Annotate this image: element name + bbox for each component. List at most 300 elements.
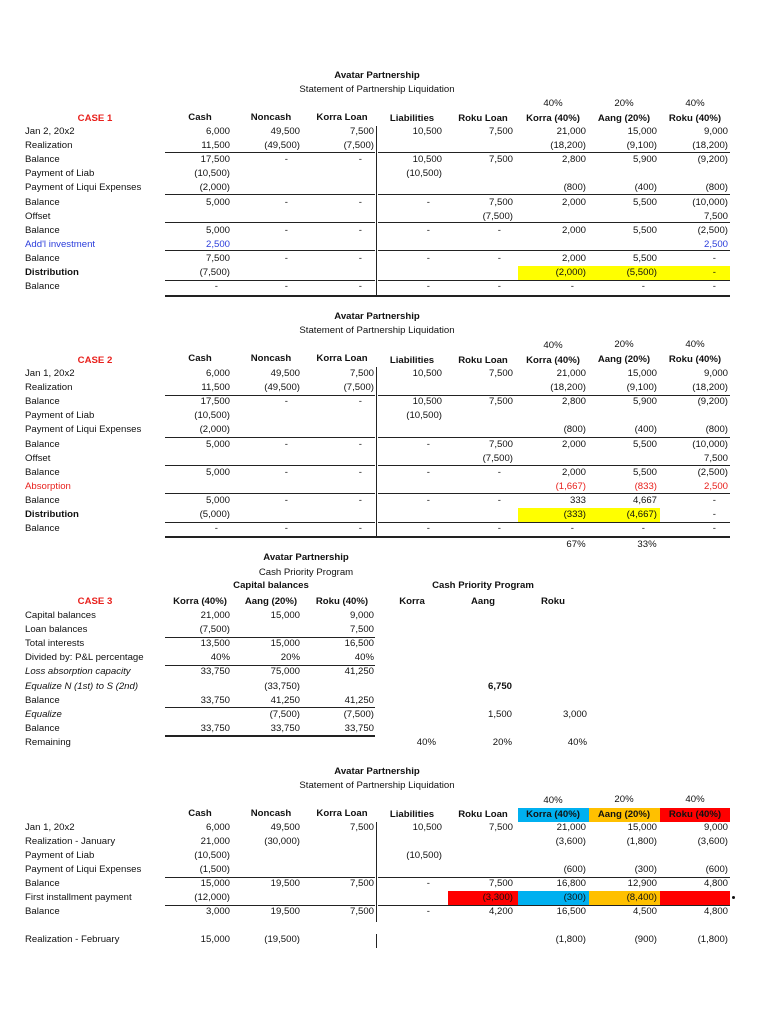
s2-divider [376,367,377,537]
table-cell: 17,500 [200,154,230,166]
table-cell: (7,500) [269,708,300,720]
cpp-cell: 3,000 [562,708,587,720]
table-cell: (2,500) [697,466,728,478]
table-cell: - [641,281,645,293]
table-cell: 21,000 [556,368,586,379]
table-cell: 7,500 [488,396,513,408]
table-cell: (800) [563,182,586,194]
row-label: Offset [25,452,51,464]
table-cell: - [497,252,501,264]
table-cell: (1,500) [199,864,230,875]
table-cell: - [284,438,288,450]
table-cell: 15,000 [627,126,657,137]
table-cell: 12,900 [627,878,657,889]
row-label: Absorption [25,480,71,492]
table-cell: (3,300) [482,892,513,903]
s1-title: Avatar Partnership [334,70,420,81]
table-cell: - [497,523,501,535]
table-cell: 5,000 [205,196,230,208]
s4-pct-aang: 20% [614,794,634,805]
s4-roku-payment-highlight [660,891,730,905]
table-cell: (30,000) [264,836,300,847]
table-cell: (7,500) [199,624,230,636]
s1-hdr-liabilities: Liabilities [389,113,435,124]
table-cell: 33,750 [270,722,300,734]
row-label: Equalize N (1st) to S (2nd) [25,680,139,692]
table-cell: - [358,154,362,166]
row-label: Jan 2, 20x2 [25,126,75,137]
table-cell: (7,500) [343,382,374,394]
table-cell: 5,500 [632,466,657,478]
table-cell: 4,500 [632,906,657,917]
table-cell: 7,500 [349,878,374,889]
s3-cpp-col-aang: Aang [471,596,495,607]
table-cell: 7,500 [349,822,374,833]
s1-divider [376,126,377,296]
table-cell: 4,200 [488,906,513,917]
table-cell: 9,000 [703,368,728,379]
s2-case-label: CASE 2 [77,355,113,366]
table-cell: - [284,396,288,408]
table-cell: 7,500 [349,368,374,379]
table-cell: 40% [210,652,230,664]
table-cell: (10,500) [194,850,230,861]
table-cell: - [712,523,716,535]
table-cell: 21,000 [556,126,586,137]
row-label: Realization [25,382,73,394]
row-label: Jan 1, 20x2 [25,368,75,379]
table-cell: (800) [563,424,586,436]
row-label: Payment of Liqui Expenses [25,182,142,194]
table-cell: (7,500) [343,140,374,152]
table-cell: (10,500) [406,850,442,861]
row-label: Payment of Liab [25,410,95,422]
s1-pct-roku: 40% [685,98,705,109]
table-cell: - [358,523,362,535]
table-cell: 2,000 [561,196,586,208]
table-cell: (12,000) [194,892,230,903]
table-cell: 15,000 [200,934,230,945]
table-cell: (2,000) [199,182,230,194]
s2-hdr-liabilities: Liabilities [389,355,435,366]
table-cell: - [712,281,716,293]
table-cell: 40% [354,652,374,664]
table-cell: 16,800 [556,878,586,889]
table-cell: 10,500 [412,368,442,379]
table-cell: 20% [280,652,300,664]
table-cell: - [358,281,362,293]
table-cell: (18,200) [550,382,586,394]
s4-hdr-cash: Cash [188,808,212,819]
s3-hdr-korra: Korra (40%) [173,596,227,607]
table-cell: - [358,196,362,208]
cpp-cell: 40% [416,736,436,748]
table-cell: (400) [634,424,657,436]
table-cell: (9,100) [626,140,657,152]
s4-divider [376,822,377,922]
s3-title: Avatar Partnership [263,552,349,563]
cpp-cell: 20% [492,736,512,748]
table-cell: (19,500) [264,934,300,945]
table-cell: - [284,281,288,293]
row-label: Capital balances [25,610,96,621]
table-cell: 49,500 [270,822,300,833]
table-cell: - [284,252,288,264]
table-cell: - [358,224,362,236]
table-cell: (1,667) [555,480,586,492]
row-label: Balance [25,281,60,293]
table-cell: - [426,494,430,506]
s2-hdr-korra-loan: Korra Loan [316,353,368,364]
table-cell: (1,800) [697,934,728,945]
table-cell: 6,000 [205,822,230,833]
table-cell: 2,800 [561,396,586,408]
table-cell: (18,200) [692,382,728,394]
s1-hdr-korra: Korra (40%) [526,113,580,124]
table-cell: 11,500 [201,140,230,152]
table-cell: 49,500 [270,368,300,379]
s1-hdr-aang: Aang (20%) [597,113,651,124]
table-cell: - [358,438,362,450]
s2-pct-korra: 40% [543,340,563,351]
row-label: Realization - January [25,836,116,847]
table-cell: (333) [563,509,586,520]
table-cell: 7,500 [488,126,513,137]
s4-hdr-roku: Roku (40%) [668,809,722,820]
row-label: Payment of Liab [25,850,95,861]
table-cell: 13,500 [200,638,230,650]
table-cell: 2,500 [205,238,230,250]
table-cell: - [426,281,430,293]
cpp-cell: 40% [567,736,587,748]
s4-pct-roku: 40% [685,794,705,805]
table-cell: (5,500) [626,267,657,278]
table-cell: (400) [634,182,657,194]
table-cell: - [497,281,501,293]
table-cell: 9,000 [349,610,374,621]
s1-pct-aang: 20% [614,98,634,109]
s3-cpp-col-korra: Korra [399,596,425,607]
table-cell: (3,600) [697,836,728,847]
table-cell: 33,750 [200,722,230,734]
cpp-cell: 1,500 [487,708,512,720]
row-label: Loss absorption capacity [25,666,131,678]
table-cell: - [497,494,501,506]
table-cell: - [426,466,430,478]
table-cell: 5,900 [632,154,657,166]
s1-distribution-highlight [518,266,730,280]
row-label: Realization - February [25,934,120,945]
table-cell: (800) [705,182,728,194]
s2-hdr-roku-loan: Roku Loan [458,355,508,366]
table-cell: (3,600) [555,836,586,847]
table-cell: 21,000 [200,610,230,621]
row-label: Balance [25,252,60,264]
row-label: Jan 1, 20x2 [25,822,75,833]
table-cell: (49,500) [264,382,300,394]
row-label: Total interests [25,638,85,650]
table-cell: - [712,494,716,506]
table-cell: (1,800) [626,836,657,847]
table-cell: 7,500 [349,126,374,137]
row-label: Realization [25,140,73,152]
table-cell: 7,500 [488,154,513,166]
table-cell: - [214,281,218,293]
table-cell: 7,500 [488,438,513,450]
table-cell: (800) [705,424,728,436]
s3-cpp-col-roku: Roku [541,596,565,607]
s1-hdr-cash: Cash [188,112,212,123]
table-cell: 5,000 [205,438,230,450]
table-cell: - [497,466,501,478]
s2-pct-aang: 20% [614,339,634,350]
table-cell: 15,000 [627,368,657,379]
table-cell: 7,500 [488,822,513,833]
table-cell: - [712,509,716,520]
table-cell: - [497,224,501,236]
row-label: Balance [25,906,60,917]
table-cell: - [570,281,574,293]
table-cell: - [426,906,430,917]
table-cell: 16,500 [556,906,586,917]
table-cell: (7,500) [482,452,513,464]
table-cell: 3,000 [205,906,230,917]
table-cell: (10,500) [194,168,230,180]
table-cell: - [284,494,288,506]
table-cell: 7,500 [488,368,513,379]
table-cell: 2,000 [561,466,586,478]
table-cell: 7,500 [488,878,513,889]
table-cell: - [284,196,288,208]
table-cell: 21,000 [200,836,230,847]
row-label: Add'l investment [25,238,96,250]
table-cell: (2,500) [697,224,728,236]
row-label: Divided by: P&L percentage [25,652,144,664]
table-cell: 7,500 [349,906,374,917]
row-label: Balance [25,694,60,706]
table-cell: 2,000 [561,252,586,264]
table-cell: 19,500 [270,906,300,917]
table-cell: 2,800 [561,154,586,166]
row-label: Balance [25,438,60,450]
row-label: Balance [25,494,60,506]
table-cell: 15,000 [270,638,300,650]
row-label: Balance [25,396,60,408]
s2-pct-roku: 40% [685,339,705,350]
table-cell: (9,200) [697,154,728,166]
s4-pct-korra: 40% [543,795,563,806]
table-cell: (300) [563,892,586,903]
table-cell: 49,500 [270,126,300,137]
cpp-cell: 6,750 [487,680,512,692]
table-cell: (10,500) [406,168,442,180]
table-cell: 15,000 [627,822,657,833]
table-cell: 41,250 [344,694,374,706]
s4-title: Avatar Partnership [334,766,420,777]
table-cell: (600) [705,864,728,875]
table-cell: 10,500 [412,396,442,408]
table-cell: (49,500) [264,140,300,152]
table-cell: 6,000 [205,126,230,137]
s4-hdr-korra: Korra (40%) [526,809,580,820]
s1-hdr-korra-loan: Korra Loan [316,112,368,123]
table-cell: 9,000 [703,822,728,833]
s3-subtitle: Cash Priority Program [258,567,354,578]
s2-hdr-noncash: Noncash [250,353,292,364]
table-cell: 5,900 [632,396,657,408]
s2-hdr-aang: Aang (20%) [597,354,651,365]
table-cell: (10,500) [194,410,230,422]
table-cell: - [426,438,430,450]
s3-cap-header: Capital balances [233,580,309,591]
table-cell: 11,500 [201,382,230,394]
row-label: Balance [25,154,60,166]
table-cell: - [358,252,362,264]
row-label: Remaining [25,736,71,748]
table-cell: 41,250 [270,694,300,706]
s4-hdr-roku-loan: Roku Loan [458,809,508,820]
table-cell: - [641,523,645,535]
s4-divider-bottom [376,934,377,948]
table-cell: (10,000) [692,196,728,208]
table-cell: - [712,252,716,264]
s3-hdr-roku: Roku (40%) [315,596,369,607]
table-cell: 15,000 [270,610,300,621]
table-cell: - [426,252,430,264]
s4-hdr-aang: Aang (20%) [597,809,651,820]
table-cell: - [284,154,288,166]
row-label: Balance [25,523,60,535]
table-cell: - [284,466,288,478]
table-cell: (2,000) [199,424,230,436]
table-cell: 5,500 [632,438,657,450]
table-cell: (10,000) [692,438,728,450]
table-cell: 15,000 [200,878,230,889]
table-cell: 6,000 [205,368,230,379]
table-cell: 41,250 [344,666,374,678]
table-cell: (5,000) [199,509,230,520]
row-label: Payment of Liqui Expenses [25,864,142,875]
table-cell: 5,000 [205,224,230,236]
table-cell: 33,750 [200,666,230,678]
s2-ratio-korra: 67% [566,539,586,550]
row-label: Equalize [25,708,62,720]
table-cell: 5,500 [632,196,657,208]
s2-hdr-korra: Korra (40%) [526,355,580,366]
table-cell: 7,500 [488,196,513,208]
table-cell: 5,500 [632,224,657,236]
s2-hdr-roku: Roku (40%) [668,354,722,365]
table-cell: 5,500 [632,252,657,264]
table-cell: 21,000 [556,822,586,833]
s1-hdr-roku-loan: Roku Loan [458,113,508,124]
table-cell: (18,200) [692,140,728,152]
row-label: Balance [25,722,60,734]
table-cell: 19,500 [270,878,300,889]
table-cell: (7,500) [343,708,374,720]
table-cell: - [358,396,362,408]
table-cell: (4,667) [626,509,657,520]
s1-hdr-roku: Roku (40%) [668,113,722,124]
table-cell: 7,500 [349,624,374,636]
s4-hdr-korra-loan: Korra Loan [316,808,368,819]
s4-hdr-noncash: Noncash [250,808,292,819]
table-cell: 10,500 [412,822,442,833]
table-cell: - [284,523,288,535]
row-label: Payment of Liab [25,168,95,180]
table-cell: 33,750 [344,722,374,734]
s2-hdr-cash: Cash [188,353,212,364]
table-cell: (7,500) [199,267,230,278]
table-cell: - [426,224,430,236]
row-label: Distribution [25,509,79,520]
table-cell: 7,500 [703,452,728,464]
s1-hdr-noncash: Noncash [250,112,292,123]
table-cell: - [712,267,716,278]
table-cell: - [570,523,574,535]
table-cell: (18,200) [550,140,586,152]
row-label: Loan balances [25,624,88,636]
table-cell: 5,000 [205,494,230,506]
table-cell: (900) [634,934,657,945]
table-cell: 7,500 [205,252,230,264]
table-cell: 4,800 [703,878,728,889]
s3-hdr-aang: Aang (20%) [244,596,298,607]
table-cell: 2,000 [561,438,586,450]
s2-ratio-aang: 33% [637,539,657,550]
table-cell: 10,500 [412,126,442,137]
row-label: First installment payment [25,892,132,903]
s4-hdr-liabilities: Liabilities [389,809,435,820]
table-cell: (9,100) [626,382,657,394]
table-cell: (600) [563,864,586,875]
table-cell: - [426,523,430,535]
s2-subtitle: Statement of Partnership Liquidation [299,325,455,336]
table-cell: 75,000 [270,666,300,678]
row-label: Balance [25,196,60,208]
table-cell: 2,000 [561,224,586,236]
table-cell: - [214,523,218,535]
s1-subtitle: Statement of Partnership Liquidation [299,84,455,95]
s3-case-label: CASE 3 [77,596,113,607]
table-cell: - [358,466,362,478]
table-cell: 333 [569,494,586,506]
table-cell: 4,800 [703,906,728,917]
table-cell: (9,200) [697,396,728,408]
table-cell: (8,400) [626,892,657,903]
table-cell: 7,500 [703,210,728,222]
row-label: Balance [25,878,60,889]
s1-pct-korra: 40% [543,98,563,109]
s3-cpp-header: Cash Priority Program [432,580,534,591]
table-cell: 2,500 [703,238,728,250]
table-cell: - [358,494,362,506]
table-cell: (33,750) [264,680,300,692]
row-label: Payment of Liqui Expenses [25,424,142,436]
s2-title: Avatar Partnership [334,311,420,322]
table-cell: 33,750 [200,694,230,706]
table-cell: (1,800) [555,934,586,945]
table-cell: - [426,196,430,208]
table-cell: (833) [634,480,657,492]
table-cell: (300) [634,864,657,875]
table-cell: 17,500 [200,396,230,408]
row-label: Balance [25,466,60,478]
table-cell: 4,667 [632,494,657,506]
table-cell: 10,500 [412,154,442,166]
row-label: Distribution [25,267,79,278]
s4-row-marker-dot [732,896,735,899]
